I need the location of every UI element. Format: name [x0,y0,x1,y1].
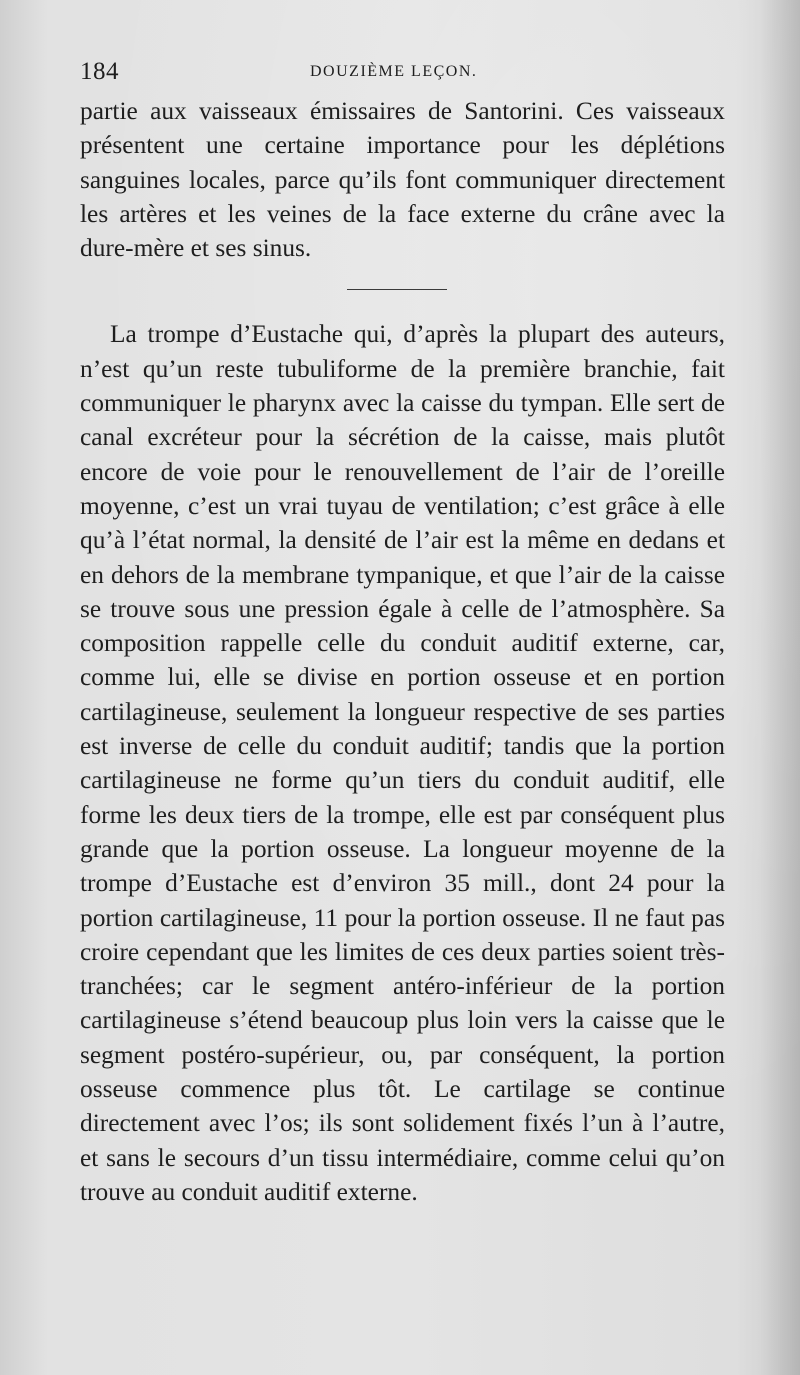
running-head: DOUZIÈME LEÇON. [310,63,478,80]
page-edge-shadow [760,0,800,1375]
paragraph-continuation: partie aux vaisseaux émissaires de Santorini. Ces vaisseaux présentent une certaine importance pour les déplétions sanguines locales, parce qu’ils font communiquer directement les artères et les veines de la face externe du crâne avec la dure-mère et ses sinus. [80,97,725,263]
section-separator-rule [347,289,447,290]
body-text [80,94,725,1209]
page-number: 184 [80,58,119,85]
paragraph-trompe-eustache: La trompe d’Eustache qui, d’après la plupart des auteurs, n’est qu’un reste tubuliforme de la première branchie, fait communiquer le pharynx avec la caisse du tympan. Elle sert de canal excréteur pour la sécrétion de la caisse, mais plutôt encore de voie pour le renouvellement de l’air de l’oreille moyenne, c’est un vrai tuyau de ventilation; c’est grâce à elle qu’à l’état normal, la densité de l’air est la même en dedans et en dehors de la membrane tympanique, et que l’air de la caisse se trouve sous une pression égale à celle de l’atmosphère. Sa composition rappelle celle du conduit auditif externe, car, comme lui, elle se divise en portion osseuse et en portion cartilagineuse, seulement la longueur respective de ses parties est inverse de celle du conduit auditif; tandis que la portion cartilagineuse ne forme qu’un tiers du conduit auditif, elle forme les deux tiers de la trompe, elle est par conséquent plus grande que la portion osseuse. La longueur moyenne de la trompe d’Eustache est d’environ 35 mill., dont 24 pour la portion cartilagineuse, 11 pour la portion osseuse. Il ne faut pas croire cependant que les limites de ces deux parties soient très-tranchées; car le segment antéro-inférieur de la portion cartilagineuse s’étend beaucoup plus loin vers la caisse que le segment postéro-supérieur, ou, par conséquent, la portion osseuse commence plus tôt. Le cartilage se continue directement avec l’os; ils sont solidement fixés l’un à l’autre, et sans le secours d’un tissu intermédiaire, comme celui qu’on trouve au conduit auditif externe. [80,320,725,1206]
paragraph-spacer [80,290,725,317]
page-header [80,58,725,88]
